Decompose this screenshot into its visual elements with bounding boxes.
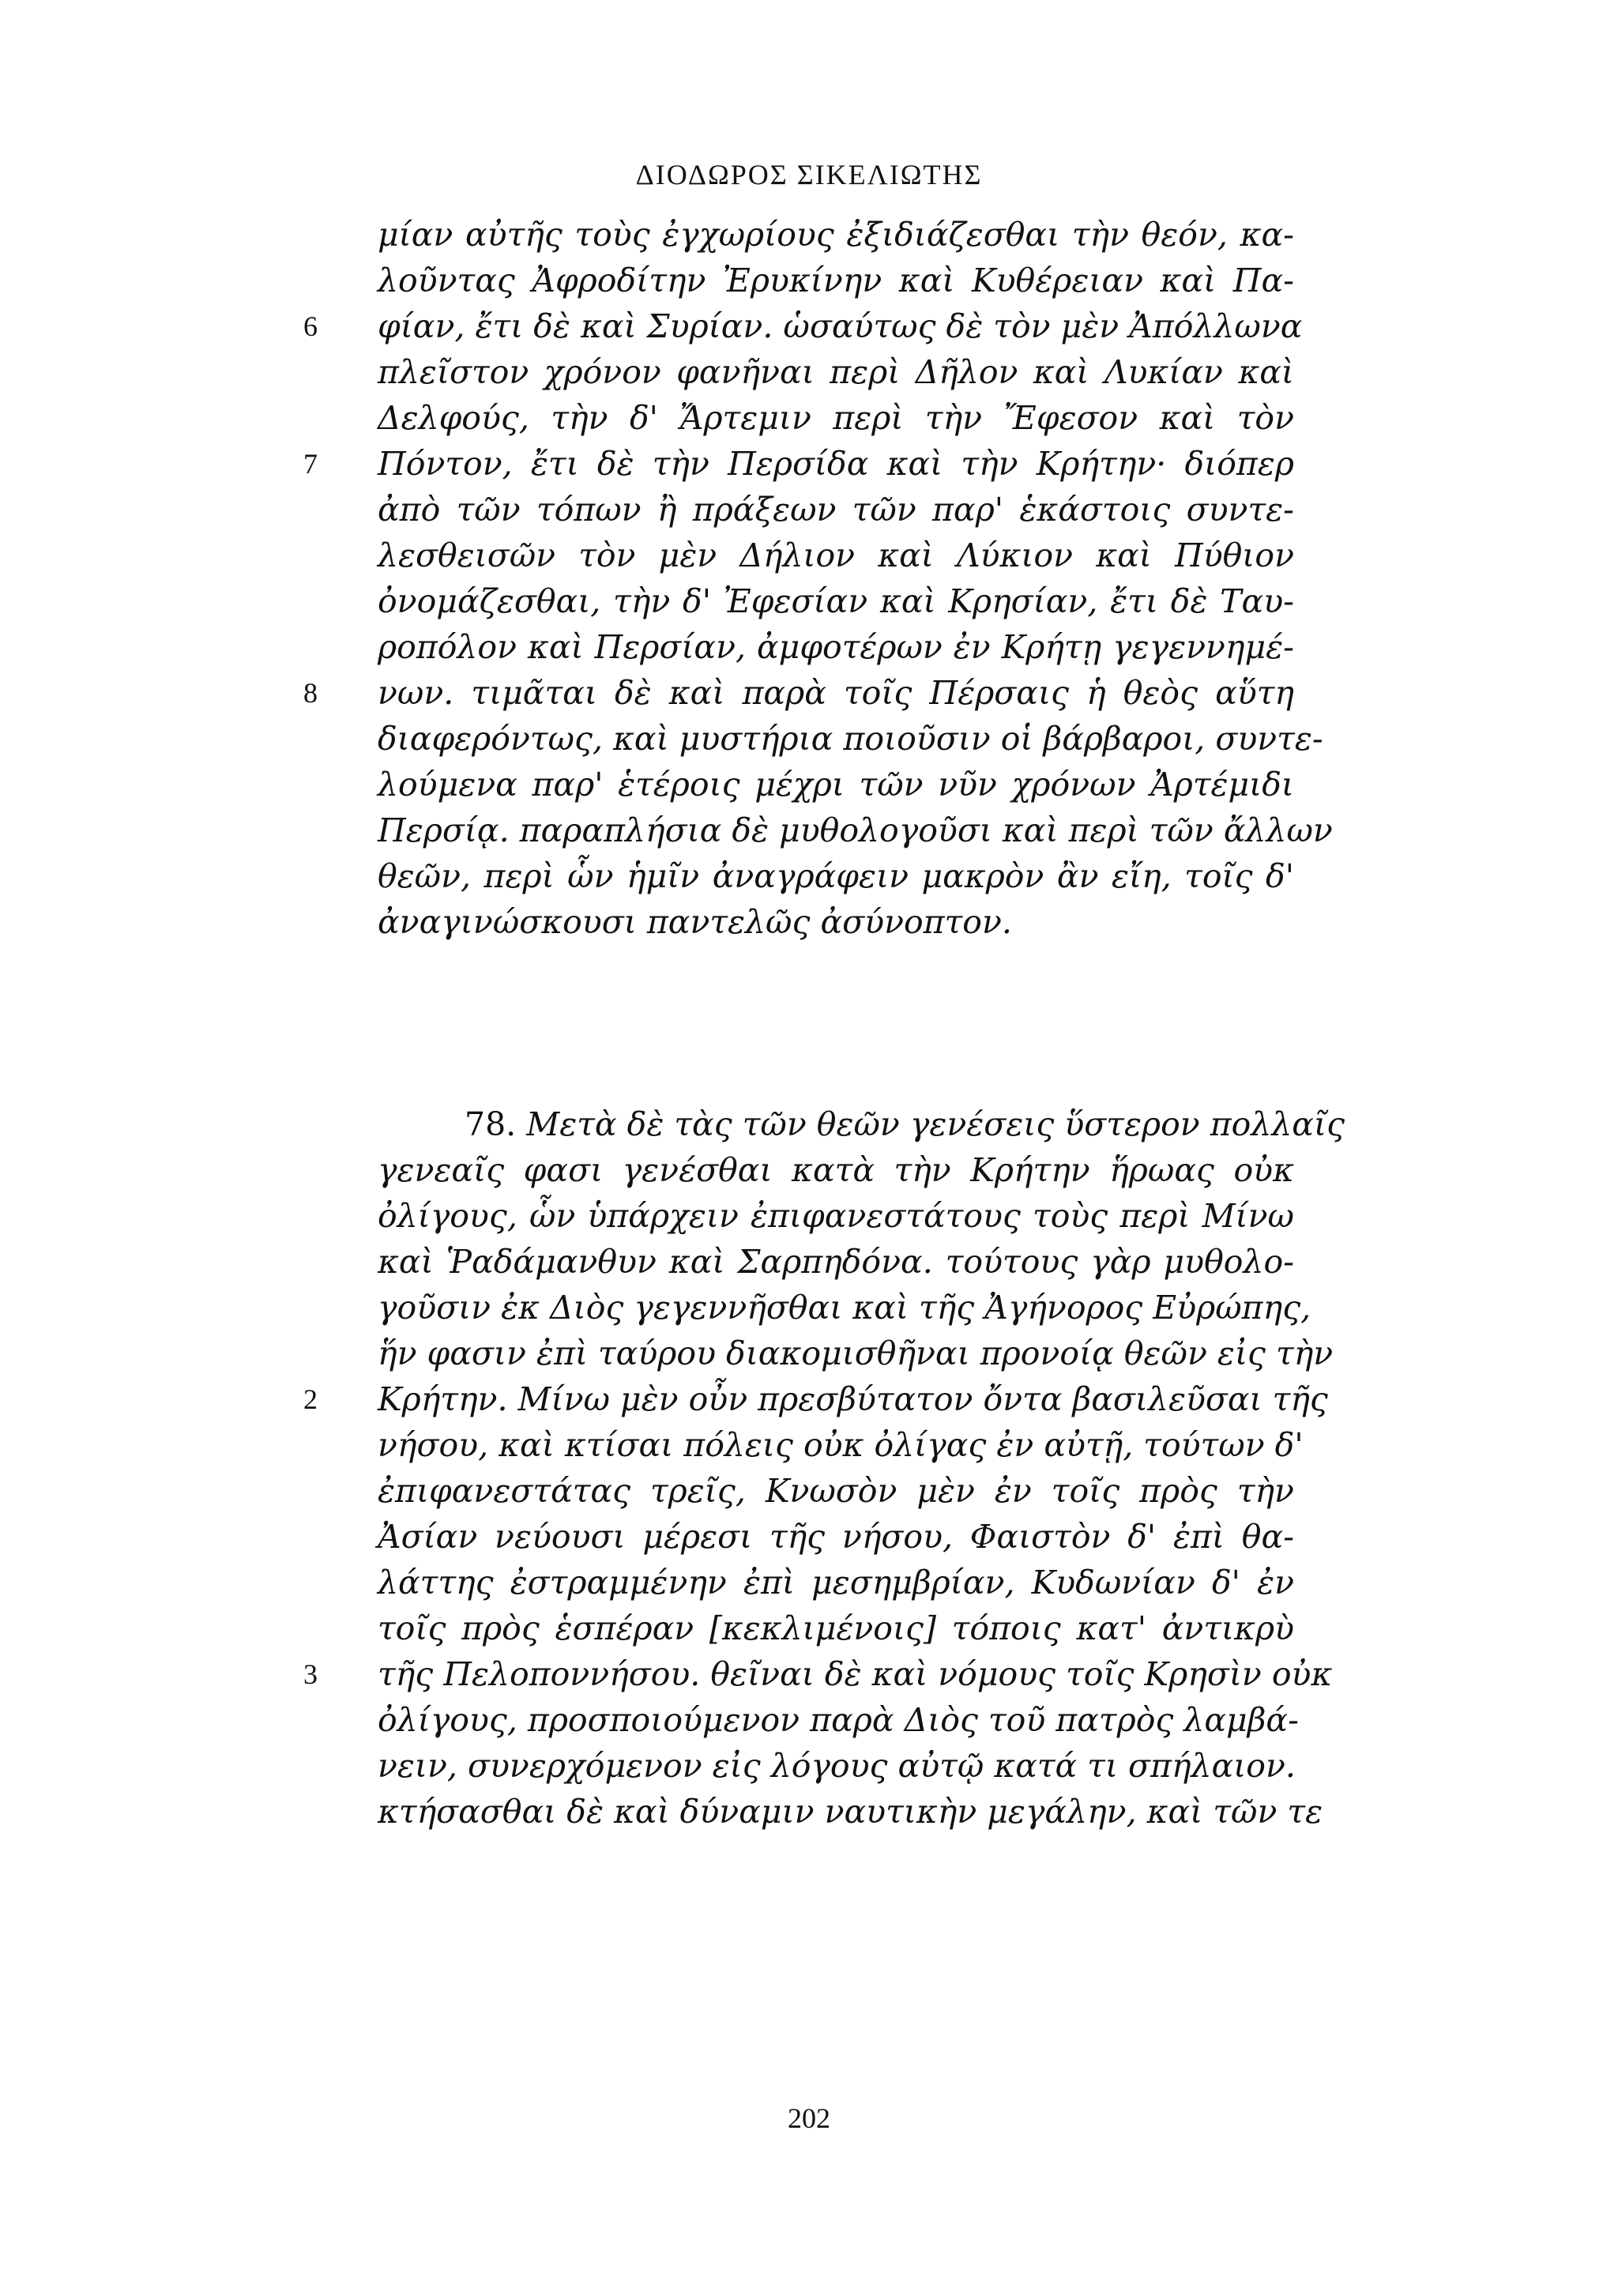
text-line xyxy=(378,1560,1294,1605)
line-text: ἥν φασιν ἐπὶ ταύρου διακομισθῆναι προνοίᾳ θεῶν εἰς τὴν xyxy=(378,1334,1334,1372)
line-text: τῆς Πελοποννήσου. θεῖναι δὲ καὶ νόμους τοῖς Κρησὶν οὐκ xyxy=(378,1655,1333,1693)
line-text: Ἀσίαν νεύουσι μέρεσι τῆς νήσου, Φαιστὸν δ' ἐπὶ θα- xyxy=(378,1518,1294,1556)
text-line xyxy=(378,487,1294,533)
text-line xyxy=(378,899,1294,945)
line-text: λοῦντας Ἀφροδίτην Ἐρυκίνην καὶ Κυθέρειαν καὶ Πα- xyxy=(378,262,1294,299)
text-line xyxy=(378,212,1294,258)
line-text: γενεαῖς φασι γενέσθαι κατὰ τὴν Κρήτην ἥρωας οὐκ xyxy=(378,1151,1294,1189)
text-line xyxy=(378,1789,1323,1835)
text-line xyxy=(378,1239,1294,1285)
text-line xyxy=(378,1331,1334,1376)
text-line xyxy=(303,1376,1328,1422)
section-number: 78. xyxy=(465,1105,517,1143)
margin-paragraph-number: 8 xyxy=(303,677,318,709)
line-text: νειν, συνερχόμενον εἰς λόγους αὐτῷ κατά τι σπήλαιον. xyxy=(378,1747,1296,1785)
text-line xyxy=(378,762,1294,807)
line-text: Δελφούς, τὴν δ' Ἄρτεμιν περὶ τὴν Ἔφεσον καὶ τὸν xyxy=(378,399,1294,437)
line-text: Πόντον, ἔτι δὲ τὴν Περσίδα καὶ τὴν Κρήτην· διόπερ xyxy=(378,445,1294,483)
line-text: κτήσασθαι δὲ καὶ δύναμιν ναυτικὴν μεγάλην, καὶ τῶν τε xyxy=(378,1793,1323,1831)
line-text: μίαν αὐτῆς τοὺς ἐγχωρίους ἐξιδιάζεσθαι τὴν θεόν, κα- xyxy=(378,216,1294,254)
margin-paragraph-number: 6 xyxy=(303,311,318,342)
line-text: Περσίᾳ. παραπλήσια δὲ μυθολογοῦσι καὶ περὶ τῶν ἄλλων xyxy=(378,811,1333,849)
line-text: ἐπιφανεστάτας τρεῖς, Κνωσὸν μὲν ἐν τοῖς πρὸς τὴν xyxy=(378,1472,1294,1510)
text-line xyxy=(378,1147,1294,1193)
margin-paragraph-number: 3 xyxy=(303,1658,318,1690)
line-text: νήσου, καὶ κτίσαι πόλεις οὐκ ὀλίγας ἐν αὐτῇ, τούτων δ' xyxy=(378,1426,1304,1464)
line-text: πλεῖστον χρόνον φανῆναι περὶ Δῆλον καὶ Λυκίαν καὶ xyxy=(378,353,1294,391)
page-number: 202 xyxy=(788,2102,830,2134)
line-text: λάττης ἐστραμμένην ἐπὶ μεσημβρίαν, Κυδωνίαν δ' ἐν xyxy=(378,1564,1294,1602)
section-opening-line xyxy=(378,1101,1345,1147)
text-line xyxy=(378,349,1294,395)
line-text: λούμενα παρ' ἑτέροις μέχρι τῶν νῦν χρόνων Ἀρτέμιδι xyxy=(378,766,1294,804)
text-line xyxy=(303,670,1294,716)
margin-paragraph-number: 2 xyxy=(303,1383,318,1415)
running-head: ΔΙΟΔΩΡΟΣ ΣΙΚΕΛΙΩΤΗΣ xyxy=(635,159,983,190)
text-line xyxy=(378,1422,1304,1468)
text-line xyxy=(378,1285,1311,1331)
text-line xyxy=(378,1743,1294,1789)
margin-paragraph-number: 7 xyxy=(303,448,318,480)
text-line xyxy=(378,1697,1299,1743)
text-line xyxy=(378,624,1294,670)
text-line xyxy=(378,533,1294,578)
line-text: φίαν, ἔτι δὲ καὶ Συρίαν. ὡσαύτως δὲ τὸν μὲν Ἀπόλλωνα xyxy=(378,307,1303,345)
text-line xyxy=(303,441,1294,487)
line-text: ὀνομάζεσθαι, τὴν δ' Ἐφεσίαν καὶ Κρησίαν, ἔτι δὲ Ταυ- xyxy=(378,582,1294,620)
line-text: ἀναγινώσκουσι παντελῶς ἀσύνοπτον. xyxy=(378,903,1012,941)
paragraph-block-2 xyxy=(303,1101,1345,1835)
line-text: γοῦσιν ἐκ Διὸς γεγεννῆσθαι καὶ τῆς Ἀγήνορος Εὐρώπης, xyxy=(378,1289,1311,1327)
line-text: καὶ Ῥαδάμανθυν καὶ Σαρπηδόνα. τούτους γὰρ μυθολο- xyxy=(378,1243,1294,1281)
text-line xyxy=(303,303,1303,349)
text-line xyxy=(378,853,1294,899)
line-text: θεῶν, περὶ ὧν ἡμῖν ἀναγράφειν μακρὸν ἂν εἴη, τοῖς δ' xyxy=(378,857,1294,895)
paragraph-block-1 xyxy=(303,212,1333,945)
line-text: ὀλίγους, ὧν ὑπάρχειν ἐπιφανεστάτους τοὺς περὶ Μίνω xyxy=(378,1197,1294,1235)
text-line xyxy=(378,1605,1294,1651)
line-text: διαφερόντως, καὶ μυστήρια ποιοῦσιν οἱ βάρβαροι, συντε- xyxy=(378,720,1323,758)
text-line xyxy=(378,1193,1294,1239)
text-line xyxy=(378,716,1323,762)
line-text: ροπόλον καὶ Περσίαν, ἀμφοτέρων ἐν Κρήτῃ γεγεννημέ- xyxy=(378,628,1294,666)
line-text: Κρήτην. Μίνω μὲν οὖν πρεσβύτατον ὄντα βασιλεῦσαι τῆς xyxy=(378,1380,1328,1418)
text-line xyxy=(378,395,1294,441)
text-line xyxy=(378,258,1294,303)
text-line xyxy=(303,1651,1333,1697)
line-text: τοῖς πρὸς ἑσπέραν [κεκλιμένοις] τόποις κατ' ἀντικρὺ xyxy=(378,1609,1294,1647)
text-line xyxy=(378,1514,1294,1560)
section-opening-text: Μετὰ δὲ τὰς τῶν θεῶν γενέσεις ὕστερον πολλαῖς xyxy=(526,1105,1345,1143)
text-line xyxy=(378,578,1294,624)
line-text: ἀπὸ τῶν τόπων ἢ πράξεων τῶν παρ' ἑκάστοις συντε- xyxy=(378,491,1294,529)
text-line xyxy=(378,1468,1294,1514)
line-text: λεσθεισῶν τὸν μὲν Δήλιον καὶ Λύκιον καὶ Πύθιον xyxy=(378,536,1294,574)
line-text: ὀλίγους, προσποιούμενον παρὰ Διὸς τοῦ πατρὸς λαμβά- xyxy=(378,1701,1299,1739)
text-line xyxy=(378,807,1333,853)
line-text: νων. τιμᾶται δὲ καὶ παρὰ τοῖς Πέρσαις ἡ θεὸς αὕτη xyxy=(378,674,1294,712)
